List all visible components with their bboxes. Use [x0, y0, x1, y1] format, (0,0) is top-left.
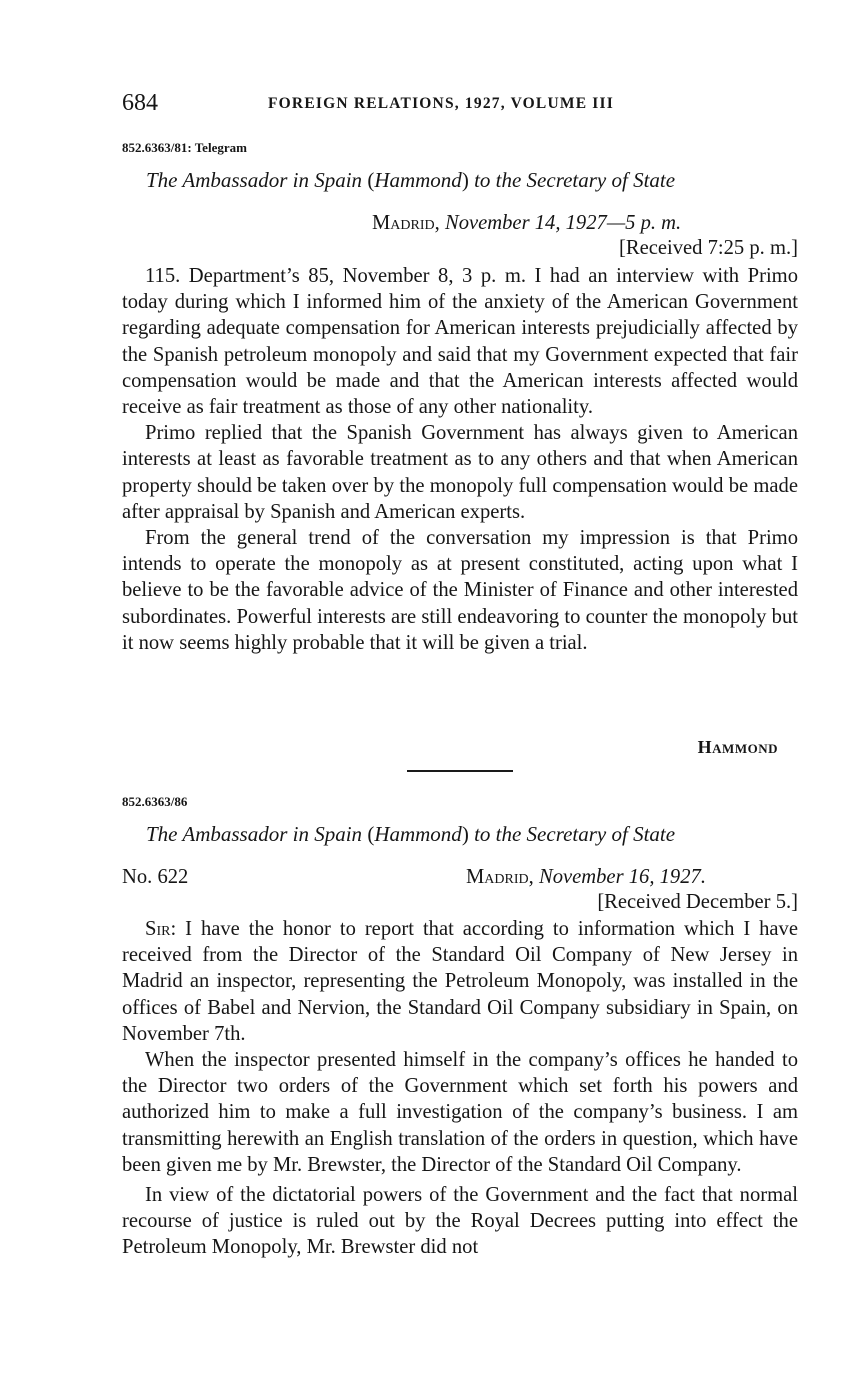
- dateline-date: November 14, 1927—5 p. m.: [444, 212, 682, 234]
- received-note: [Received 7:25 p. m.]: [619, 237, 798, 259]
- paragraph-text: : I have the honor to report that according to information which I have received from the Director of the Standard Oil Company of New Jersey in Madrid an inspector, representing the Petroleum Monopoly, was installed in the offices of Babel and Nervion, the Standard Oil Company subsidiary in Spain, on November 7th.: [122, 918, 798, 1045]
- document-heading: The Ambassador in Spain (Hammond) to the Secretary of State: [146, 168, 676, 192]
- heading-name: Hammond: [374, 168, 462, 192]
- salutation: Sir: [145, 918, 171, 940]
- heading-text: The Ambassador in Spain: [146, 168, 368, 192]
- file-number: 852.6363/81: Telegram: [122, 140, 247, 155]
- heading-name: Hammond: [374, 822, 462, 846]
- signature: Hammond: [697, 737, 778, 757]
- despatch-body: [122, 916, 798, 1261]
- file-number: 852.6363/86: [122, 794, 188, 809]
- page-number: 684: [122, 90, 158, 116]
- dateline-date: November 16, 1927.: [538, 866, 706, 888]
- section-divider: [407, 770, 513, 772]
- paragraph: 115. Department’s 85, November 8, 3 p. m. I had an interview with Primo today during which I informed him of the anxiety of the American Government regarding adequate compensation for American interests prejudicially affected by the Spanish petroleum monopoly and said that my Government expected that fair compensation would be made and that the American interests affected would receive as fair treatment as those of any other nationality.: [122, 265, 798, 419]
- paragraph: When the inspector presented himself in the company’s offices he handed to the Director two orders of the Government which set forth his powers and authorized him to make a full investigation of the company’s business. I am transmitting herewith an English translation of the orders in question, which have been given me by Mr. Brewster, the Director of the Standard Oil Company.: [122, 1049, 798, 1176]
- received-note: [Received December 5.]: [597, 891, 798, 913]
- heading-text: to the Secretary of State: [468, 168, 676, 192]
- despatch-number: No. 622: [122, 866, 189, 888]
- heading-text: to the Secretary of State: [468, 822, 676, 846]
- running-head: FOREIGN RELATIONS, 1927, VOLUME III: [268, 95, 614, 112]
- dateline: Madrid, November 14, 1927—5 p. m.: [372, 212, 682, 234]
- paragraph: Primo replied that the Spanish Government has always given to American interests at least as favorable treatment as to any others and that when American property should be taken over by the monopoly full compensation would be made after appraisal by Spanish and American experts.: [122, 422, 798, 523]
- dateline: Madrid, November 16, 1927.: [466, 866, 706, 888]
- telegram-body: [122, 263, 798, 656]
- paragraph: In view of the dictatorial powers of the Government and the fact that normal recourse of justice is ruled out by the Royal Decrees putting into effect the Petroleum Monopoly, Mr. Brewster did not: [122, 1184, 798, 1259]
- dateline-place: Madrid: [466, 866, 529, 888]
- heading-text: The Ambassador in Spain: [146, 822, 368, 846]
- paragraph: [122, 916, 798, 1047]
- paragraph: From the general trend of the conversation my impression is that Primo intends to operate the monopoly as at present constituted, acting upon what I believe to be the favorable advice of the Minister of Finance and other interested subordinates. Powerful interests are still endeavoring to counter the monopoly but it now seems highly probable that it will be given a trial.: [122, 527, 798, 654]
- dateline-place: Madrid: [372, 212, 435, 234]
- document-heading: The Ambassador in Spain (Hammond) to the Secretary of State: [146, 822, 676, 846]
